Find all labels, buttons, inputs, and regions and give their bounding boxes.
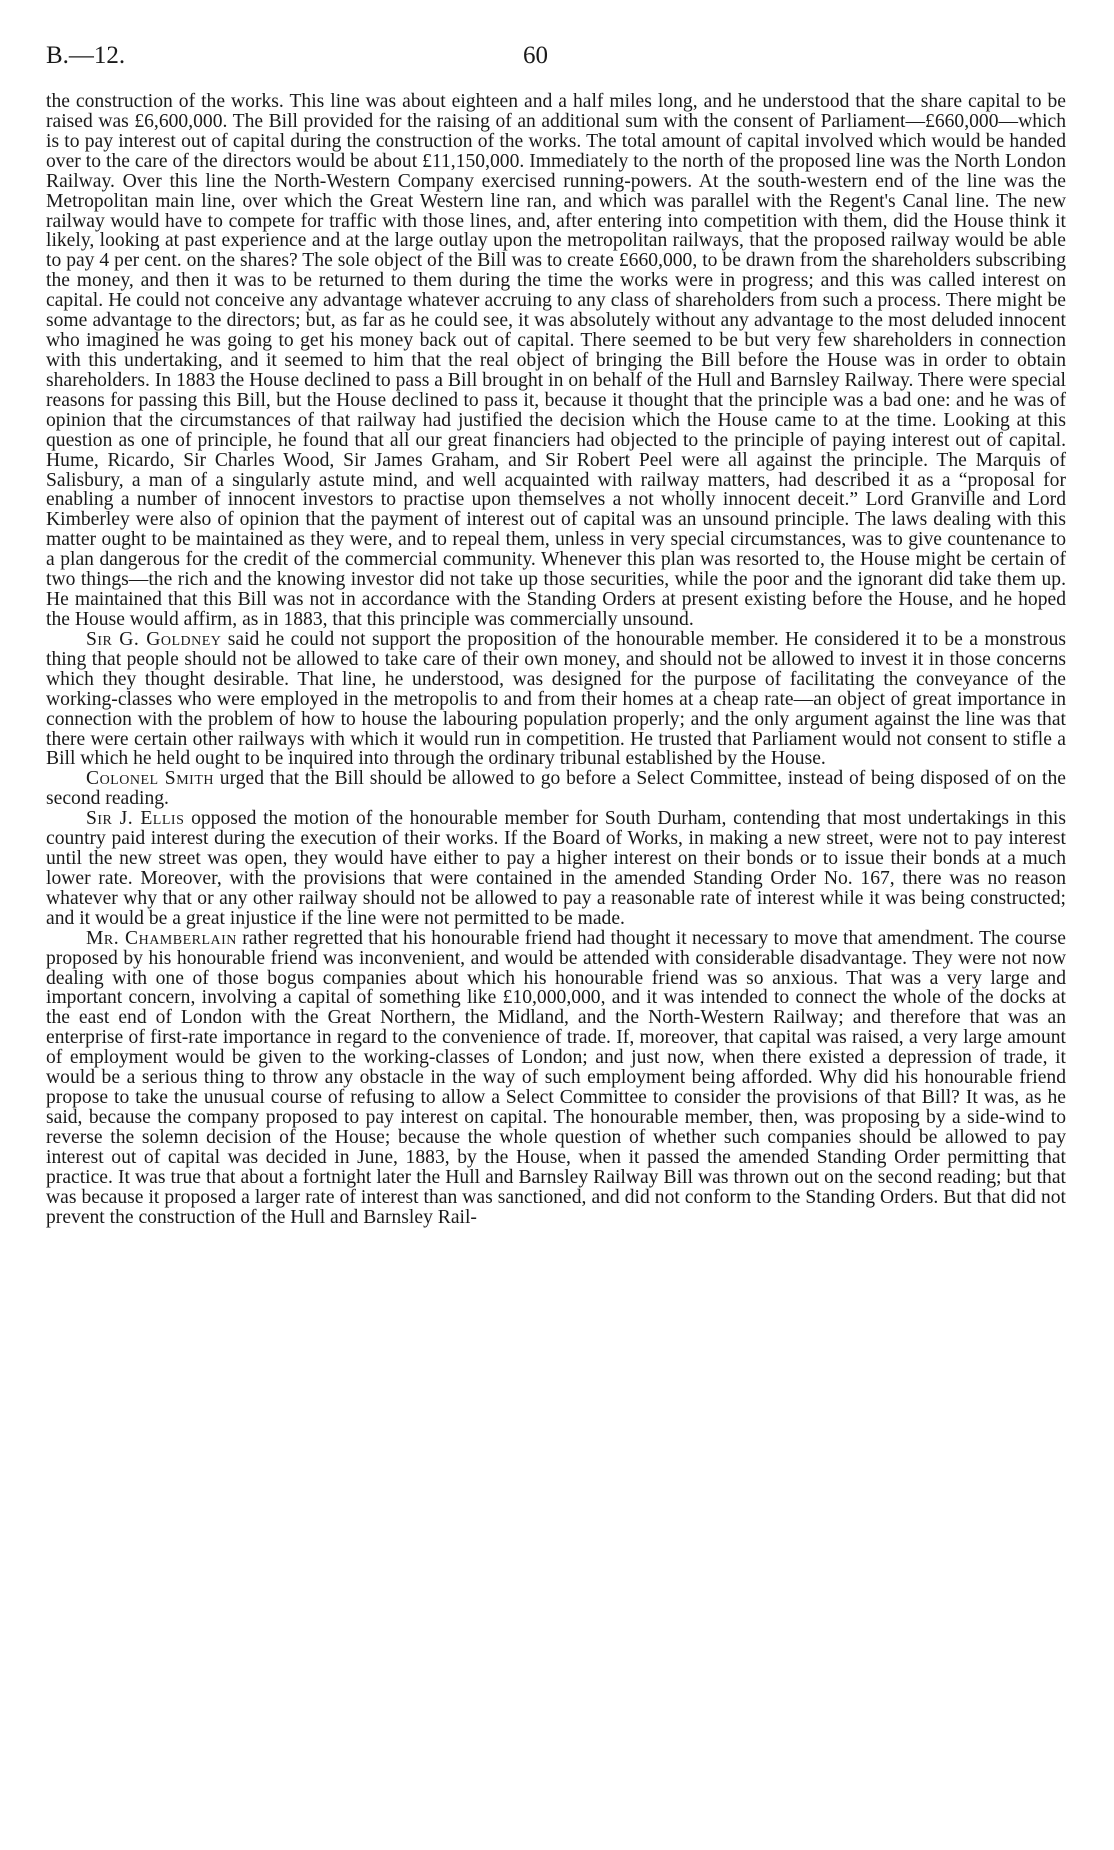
- paragraph-text: opposed the motion of the honourable member for South Durham, contending that most undertakings in this country paid interest during the execution of their works. If the Board of Works, in making a new street, were not to pay interest until the new street was open, they would have either to pay a higher interest on their bonds or to issue their bonds at a much lower rate. Moreover, with the provisions that were contained in the amended Standing Order No. 167, there was no reason whatever why that or any other railway should not be allowed to pay a reasonable rate of interest while it was being constructed; and it would be a great injustice if the line were not permitted to be made.: [46, 808, 1066, 929]
- paragraph-text: rather regretted that his honourable friend had thought it necessary to move that amendment. The course proposed by his honourable friend was inconvenient, and would be attended with considerable disadvantage. They were not now dealing with one of those bogus companies about which his honourable friend was so anxious. That was a very large and important concern, involving a capital of something like £10,000,000, and it was intended to connect the whole of the docks at the east end of London with the Great Northern, the Midland, and the North-Western Railway; and therefore that was an enterprise of first-rate importance in regard to the convenience of trade. If, moreover, that capital was raised, a very large amount of employment would be given to the working-classes of London; and just now, when there existed a depression of trade, it would be a serious thing to throw any obstacle in the way of such employment being afforded. Why did his honourable friend propose to take the unusual course of refusing to allow a Select Committee to consider the provisions of that Bill? It was, as he said, because the company proposed to pay interest on capital. The honourable member, then, was proposing by a side-wind to reverse the solemn decision of the House; because the whole question of whether such companies should be allowed to pay interest out of capital was decided in June, 1883, by the House, when it passed the amended Standing Order permitting that practice. It was true that about a fortnight later the Hull and Barnsley Railway Bill was thrown out on the second reading; but that was because it proposed a larger rate of interest than was sanctioned, and did not conform to the Standing Orders. But that did not prevent the construction of the Hull and Barnsley Rail-: [46, 927, 1066, 1228]
- paragraph: [46, 769, 1066, 809]
- speaker-name: Sir J. Ellis: [86, 808, 185, 830]
- speaker-name: Colonel Smith: [86, 768, 214, 790]
- page-header: [46, 42, 1068, 74]
- paragraph-text: the construction of the works. This line was about eighteen and a half miles long, and he understood that the share capital to be raised was £6,600,000. The Bill provided for the raising of an additional sum with the consent of Parliament—£660,000—which is to pay interest out of capital during the construction of the works. The total amount of capital involved which would be handed over to the care of the directors would be about £11,150,000. Immediately to the north of the proposed line was the North London Railway. Over this line the North-Western Company exercised running-powers. At the south-western end of the line was the Metropolitan main line, over which the Great Western line ran, and which was parallel with the Regent's Canal line. The new railway would have to compete for traffic with those lines, and, after entering into competition with them, did the House think it likely, looking at past experience and at the large outlay upon the metropolitan railways, that the proposed railway would be able to pay 4 per cent. on the shares? The sole object of the Bill was to create £660,000, to be drawn from the shareholders subscribing the money, and then it was to be returned to them during the time the works were in progress; and this was called interest on capital. He could not conceive any advantage whatever accruing to any class of shareholders from such a process. There might be some advantage to the directors; but, as far as he could see, it was absolutely without any advantage to the most deluded innocent who imagined he was going to get his money back out of capital. There seemed to be but very few shareholders in connection with this undertaking, and it seemed to him that the real object of bringing the Bill before the House was in order to obtain shareholders. In 1883 the House declined to pass a Bill brought in on behalf of the Hull and Barnsley Railway. There were special reasons for passing this Bill, but the House declined to pass it, because it thought that the principle was a bad one: and he was of opinion that the circumstances of that railway had justified the decision which the House came to at the time. Looking at this question as one of principle, he found that all our great financiers had objected to the principle of paying interest out of capital. Hume, Ricardo, Sir Charles Wood, Sir James Graham, and Sir Robert Peel were all against the principle. The Marquis of Salisbury, a man of a singularly astute mind, and well acquainted with railway matters, had described it as a “proposal for enabling a number of innocent investors to practise upon themselves a not wholly innocent deceit.” Lord Granville and Lord Kimberley were also of opinion that the payment of interest out of capital was an unsound principle. The laws dealing with this matter ought to be maintained as they were, and to repeal them, unless in very special circumstances, was to give countenance to a plan dangerous for the credit of the commercial community. Whenever this plan was resorted to, the House might be certain of two things—the rich and the knowing investor did not take up those securities, while the poor and the ignorant did take them up. He maintained that this Bill was not in accordance with the Standing Orders at present existing before the House, and he hoped the House would affirm, as in 1883, that this principle was commercially unsound.: [46, 91, 1066, 630]
- paragraph-text: urged that the Bill should be allowed to go before a Select Committee, instead of being disposed of on the second reading.: [46, 768, 1066, 810]
- paragraph: [46, 92, 1066, 630]
- speaker-name: Sir G. Goldney: [86, 628, 222, 650]
- speaker-name: Mr. Chamberlain: [86, 927, 237, 949]
- paragraph: [46, 630, 1066, 769]
- paragraph-text: said he could not support the proposition of the honourable member. He considered it to be a monstrous thing that people should not be allowed to take care of their own money, and should not be allowed to invest it in those concerns which they thought desirable. That line, he understood, was designed for the purpose of facilitating the conveyance of the working-classes who were employed in the metropolis to and from their homes at a cheap rate—an object of great importance in connection with the problem of how to house the labouring population properly; and the only argument against the line was that there were certain other railways with which it would run in competition. He trusted that Parliament would not consent to stifle a Bill which he held ought to be inquired into through the ordinary tribunal established by the House.: [46, 628, 1066, 770]
- paragraph: [46, 929, 1066, 1228]
- document-reference: B.—12.: [46, 42, 126, 69]
- paragraph: [46, 809, 1066, 929]
- body-text: [46, 92, 1066, 1228]
- page-number: 60: [523, 42, 548, 69]
